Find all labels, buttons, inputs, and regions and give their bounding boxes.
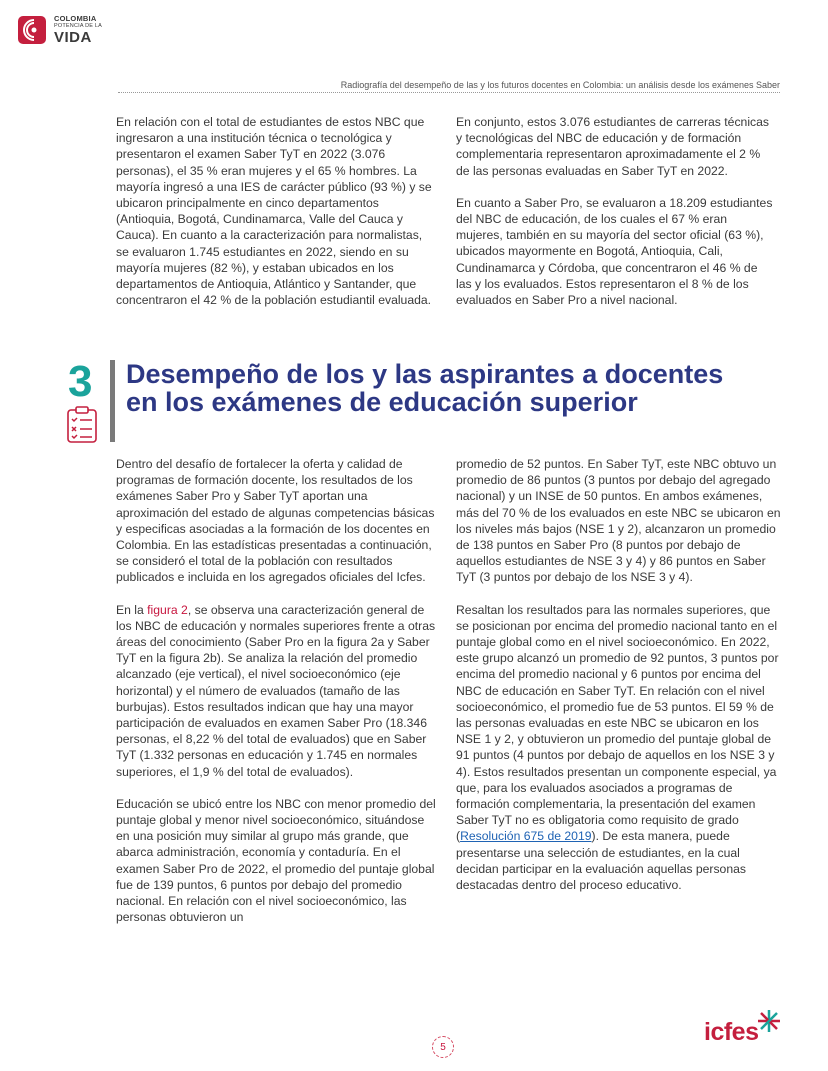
text-span: En la [116,602,148,617]
section-number: 3 [68,357,93,406]
paragraph: promedio de 52 puntos. En Saber TyT, este NBC obtuvo un promedio de 86 puntos (3 puntos por debajo del agregado nacional) y un INSE de 50 puntos. En ambos exámenes, más del 70 % de los evaluados en este NBC se ubicaron en los niveles más bajos (NSE 1 y 2), alcanzaron un promedio de 138 puntos en Saber Pro (8 puntos por debajo de aquellos estudiantes de NSE 3 y 4) y 86 puntos en Saber TyT (3 puntos por debajo de los NSE 3 y 4). [456,457,781,585]
body-left-column [116,456,436,925]
logo-wordmark [54,15,102,45]
colombia-logo-mark-icon [18,14,50,46]
text-span: ). De esta manera, puede presentarse una selección de estudiantes, en la cual decidan participar en la evaluación aquellas personas destacadas dentro del proceso educativo. [456,829,746,893]
top-left-column [116,114,436,308]
checklist-icon [66,406,100,444]
section-accent-bar [110,360,115,442]
header-divider [118,92,780,93]
paragraph: Dentro del desafío de fortalecer la oferta y calidad de programas de formación docente, los resultados de los exámenes Saber Pro y Saber TyT aportan una aproximación del estado de algunas competencias básicas y especificas asociadas a la formación de los docentes en Colombia. En las estadísticas presentadas a continuación, se consideró el total de la población con resultados publicados e incluida en los agregados oficiales del Icfes. [116,457,435,585]
logo-line-3: VIDA [54,29,92,46]
logo-line-1: COLOMBIA [54,14,97,23]
paragraph [116,602,436,780]
paragraph: Educación se ubicó entre los NBC con menor promedio del puntaje global y menor nivel socioeconómico, situándose en una posición muy similar al grupo más grande, que abarca administración, economía y contaduría. En el examen Saber Pro de 2022, el promedio del puntaje global fue de 139 puntos, 6 puntos por debajo del promedio nacional. En relación con el nivel socioeconómico, las personas obtuvieron un [116,796,436,925]
running-header: Radiografía del desempeño de las y los futuros docentes en Colombia: un análisis desde los exámenes Saber [340,80,780,90]
resolucion-link[interactable]: Resolución 675 de 2019 [460,829,592,844]
paragraph: En cuanto a Saber Pro, se evaluaron a 18.209 estudiantes del NBC de educación, de los cuales el 67 % eran mujeres, también en su mayoría del sector oficial (63 %), ubicados mayormente en Bogotá, Antioquia, Cali, Cundinamarca y Córdoba, que concentraron el 46 % de las y los evaluados. Estos representaron el 8 % de los evaluados en Saber Pro a nivel nacional. [456,195,773,308]
icfes-star-icon [756,1008,782,1034]
body-right-column [456,456,784,893]
colombia-logo [18,14,102,46]
figure-2-link[interactable]: figura 2 [147,602,188,617]
top-right-column [456,114,776,308]
text-span: , se observa una caracterización general de los NBC de educación y normales superiores frente a otras áreas del conocimiento (Saber Pro en la figura 2a y Saber TyT en la figura 2b). Se analiza la relación del promedio alcanzado (eje vertical), el nivel socioeconómico (eje horizontal) y el número de evaluados (tamaño de las burbujas). Estos resultados indican que hay una mayor participación de evaluados en examen Saber Pro (18.346 personas, el 8,22 % del total de evaluados) que en Saber TyT (1.332 personas en educación y 1.745 en normales superiores, el 1,9 % del total de evaluados). [116,602,436,779]
page-number: 5 [432,1036,454,1058]
section-title: Desempeño de los y las aspirantes a docentes en los exámenes de educación superior [126,359,724,417]
paragraph [456,602,784,894]
logo-line-2: POTENCIA DE LA [54,22,103,29]
text-span: Resaltan los resultados para las normales superiores, que se posicionan por encima del promedio nacional tanto en el puntaje global como en el nivel socioeconómico. En 2022, este grupo alcanzó un promedio de 92 puntos, 3 puntos por encima del promedio nacional y 6 puntos por encima del NBC de educación en Saber TyT. En relación con el nivel socioeconómico, el promedio fue de 53 puntos. El 59 % de las personas evaluadas en este NBC se ubicaron en los NSE 1 y 2, y obtuvieron un promedio del puntaje global de 91 puntos (4 puntos por debajo de aquellos en los NSE 3 y 4). Estos resultados presentan un componente especial, ya que, para los evaluados asociados a programas de formación complementaria, la presentación del examen Saber TyT no es obligatoria como requisito de grado ( [456,602,779,844]
icfes-wordmark: icfes [704,1018,759,1046]
paragraph: En conjunto, estos 3.076 estudiantes de carreras técnicas y tecnológicas del NBC de educación y de formación complementaria representaron aproximadamente el 2 % de las personas evaluadas en Saber TyT en 2022. [456,115,770,178]
paragraph: En relación con el total de estudiantes de estos NBC que ingresaron a una institución técnica o tecnológica y presentaron el examen Saber TyT en 2022 (3.076 personas), el 35 % eran mujeres y el 65 % hombres. La mayoría ingresó a una IES de carácter público (93 %) y se ubicaron principalmente en cinco departamentos (Antioquia, Bogotá, Cundinamarca, Valle del Cauca y Cauca). En cuanto a la caracterización para normalistas, se evaluaron 1.745 estudiantes en 2022, siendo en su mayoría mujeres (82 %), y estaban ubicados en los departamentos de Antioquia, Atlántico y Santander, que concentraron el 42 % de la población estudiantil evaluada. [116,115,432,308]
